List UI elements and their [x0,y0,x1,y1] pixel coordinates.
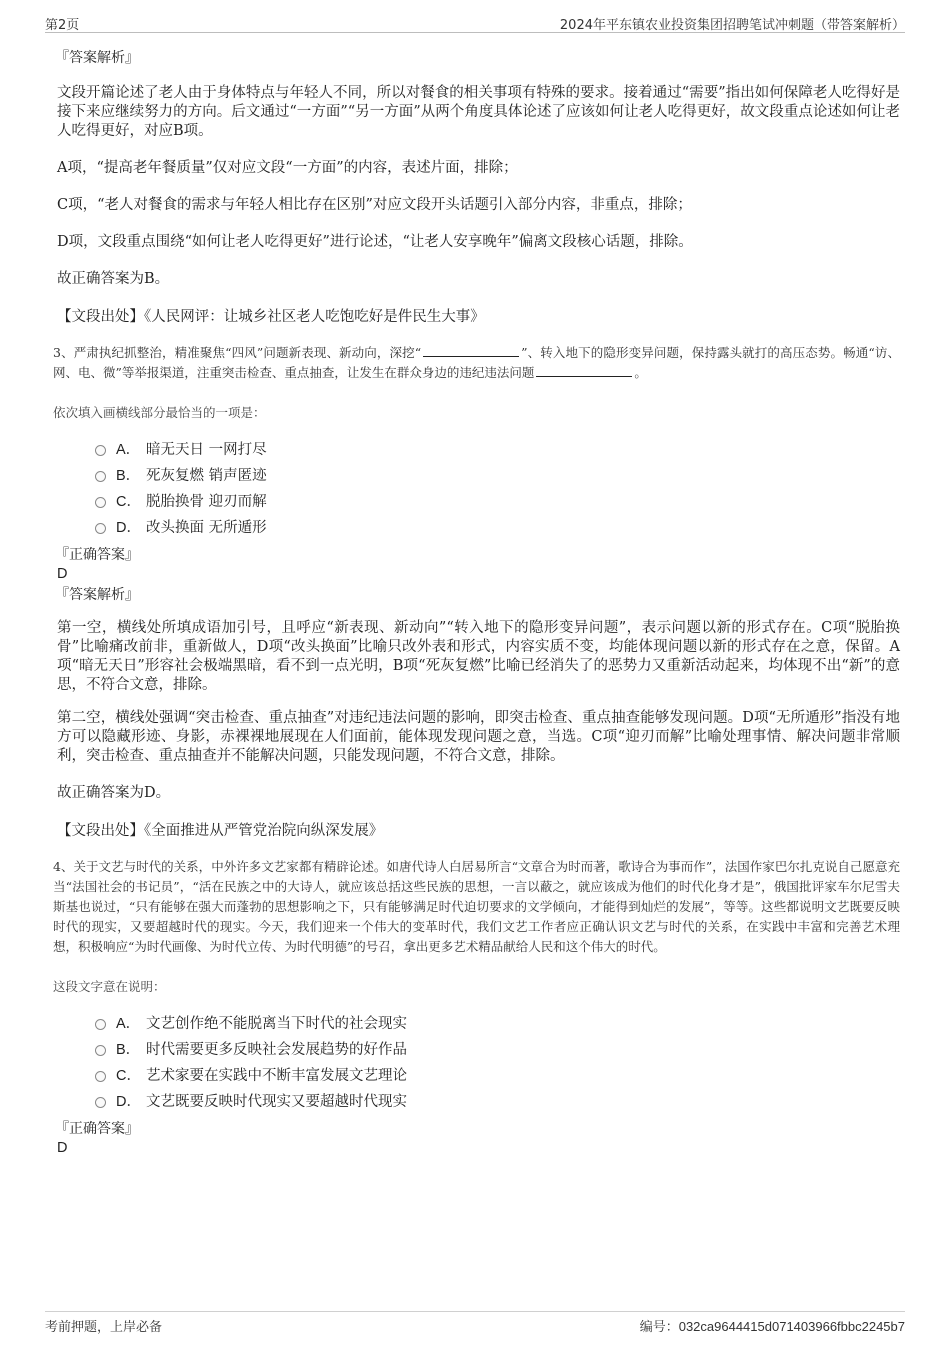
option-letter: D． [116,1093,141,1110]
option-text: 暗无天日 一网打尽 [146,441,267,458]
analysis-paragraph: 第一空，横线处所填成语加引号，且呼应“新表现、新动向”“转入地下的隐形变异问题”，表示问题以新的形式存在。C项“脱胎换骨”比喻痛改前非，重新做人，D项“改头换面”比喻只改外表和形式，内容实质不变，均能体现问题以新的形式存在之意，保留。A项“暗无天日”形容社会极端黑暗，看不到一点光明，B项“死灰复燃”比喻已经消失了的恶势力又重新活动起来，均体现不出“新”的意思，不符合文意，排除。 [57,620,900,693]
option-d[interactable] [95,1087,900,1113]
radio-button-icon[interactable] [95,471,106,482]
question-3-text [53,343,900,383]
correct-answer: D [57,1140,68,1156]
document-id-value: 032ca9644415d071403966fbbc2245b7 [678,1319,905,1334]
document-id [640,1316,905,1335]
option-letter: B． [116,1041,141,1058]
option-text: 改头换面 无所遁形 [146,519,267,536]
analysis-label: 『答案解析』 [55,587,139,603]
page-number: 第2页 [45,18,80,33]
page-header [45,10,905,33]
correct-answer-label: 『正确答案』 [55,1121,139,1137]
option-c[interactable] [95,487,900,513]
analysis-paragraph: 文段开篇论述了老人由于身体特点与年轻人不同，所以对餐食的相关事项有特殊的要求。接着通过“需要”指出如何保障老人吃得好是接下来应继续努力的方向。后文通过“一方面”“另一方面”从两个角度具体论述了应该如何让老人吃得更好，故文段重点论述如何让老人吃得更好，对应B项。 [57,85,900,139]
analysis-paragraph: 故正确答案为D。 [57,785,171,801]
option-text: 时代需要更多反映社会发展趋势的好作品 [146,1041,407,1058]
fill-blank-2 [536,364,632,377]
option-text: 脱胎换骨 迎刃而解 [146,493,267,510]
option-c[interactable] [95,1061,900,1087]
correct-answer-label: 『正确答案』 [55,547,139,563]
option-b[interactable] [95,461,900,487]
page-footer [45,1311,905,1336]
page-content [55,44,900,1157]
analysis-label: 『答案解析』 [55,50,139,66]
question-4-text: 4、关于文艺与时代的关系，中外许多文艺家都有精辟论述。如唐代诗人白居易所言“文章合为时而著，歌诗合为事而作”，法国作家巴尔扎克说自己愿意充当“法国社会的书记员”，“活在民族之中的大诗人，就应该总括这些民族的思想，一言以蔽之，就应该成为他们的时代化身才是”，俄国批评家车尔尼雪夫斯基也说过，“只有能够在强大而蓬勃的思想影响之下，只有能够满足时代迫切要求的文学倾向，才能得到灿烂的发展”，等等。这些都说明文艺既要反映时代的现实，又要超越时代的现实。今天，我们迎来一个伟大的变革时代，我们文艺工作者应正确认识文艺与时代的关系，在实践中丰富和完善艺术理想，积极响应“为时代画像、为时代立传、为时代明德”的号召，拿出更多艺术精品献给人民和这个伟大的时代。 [53,859,900,954]
document-id-label: 编号： [639,1320,679,1335]
analysis-paragraph: 故正确答案为B。 [57,271,170,287]
radio-button-icon[interactable] [95,445,106,456]
option-text: 文艺既要反映时代现实又要超越时代现实 [146,1093,407,1110]
analysis-paragraph: A项，“提高老年餐质量”仅对应文段“一方面”的内容，表述片面，排除； [57,160,518,176]
option-text: 艺术家要在实践中不断丰富发展文艺理论 [146,1067,407,1084]
option-letter: A． [116,441,141,458]
option-a[interactable] [95,1009,900,1035]
question-3-text-part3: 。 [634,365,647,380]
analysis-paragraph: D项，文段重点围绕“如何让老人吃得更好”进行论述，“让老人安享晚年”偏离文段核心话题，排除。 [57,234,693,250]
option-b[interactable] [95,1035,900,1061]
radio-button-icon[interactable] [95,1071,106,1082]
option-letter: C． [116,1067,141,1084]
option-text: 死灰复燃 销声匿迹 [146,467,267,484]
correct-answer: D [57,566,68,582]
question-3-text-part2: ”、转入地下的隐形变异问题，保持露头就打的高压态势。畅通“访、网、电、微”等举报渠道，注重突击检查、重点抽查，让发生在群众身边的违纪违法问题 [53,345,900,380]
question-4-prompt: 这段文字意在说明： [53,979,166,994]
question-3-prompt: 依次填入画横线部分最恰当的一项是： [53,405,266,420]
option-letter: C． [116,493,141,510]
footer-note: 考前押题，上岸必备 [45,1320,163,1335]
option-letter: A． [116,1015,141,1032]
radio-button-icon[interactable] [95,1019,106,1030]
source-citation: 【文段出处】《人民网评：让城乡社区老人吃饱吃好是件民生大事》 [57,309,485,325]
analysis-paragraph: C项，“老人对餐食的需求与年轻人相比存在区别”对应文段开头话题引入部分内容，非重点，排除； [57,197,692,213]
source-citation: 【文段出处】《全面推进从严管党治院向纵深发展》 [57,823,384,839]
radio-button-icon[interactable] [95,1097,106,1108]
fill-blank-1 [423,344,519,357]
question-3-options [95,435,900,539]
option-d[interactable] [95,513,900,539]
question-4-options [95,1009,900,1113]
option-letter: B． [116,467,141,484]
option-letter: D． [116,519,141,536]
question-3-text-part1: 3、严肃执纪抓整治，精准聚焦“四风”问题新表现、新动向，深挖“ [53,345,422,360]
radio-button-icon[interactable] [95,497,106,508]
radio-button-icon[interactable] [95,523,106,534]
option-a[interactable] [95,435,900,461]
document-title: 2024年平东镇农业投资集团招聘笔试冲刺题（带答案解析） [559,18,905,33]
radio-button-icon[interactable] [95,1045,106,1056]
option-text: 文艺创作绝不能脱离当下时代的社会现实 [146,1015,407,1032]
analysis-paragraph: 第二空，横线处强调“突击检查、重点抽查”对违纪违法问题的影响，即突击检查、重点抽查能够发现问题。D项“无所遁形”指没有地方可以隐藏形迹、身影，赤裸裸地展现在人们面前，能体现发现问题之意，当选。C项“迎刃而解”比喻处理事情、解决问题非常顺利，突击检查、重点抽查并不能解决问题，只能发现问题，不符合文意，排除。 [57,710,900,764]
